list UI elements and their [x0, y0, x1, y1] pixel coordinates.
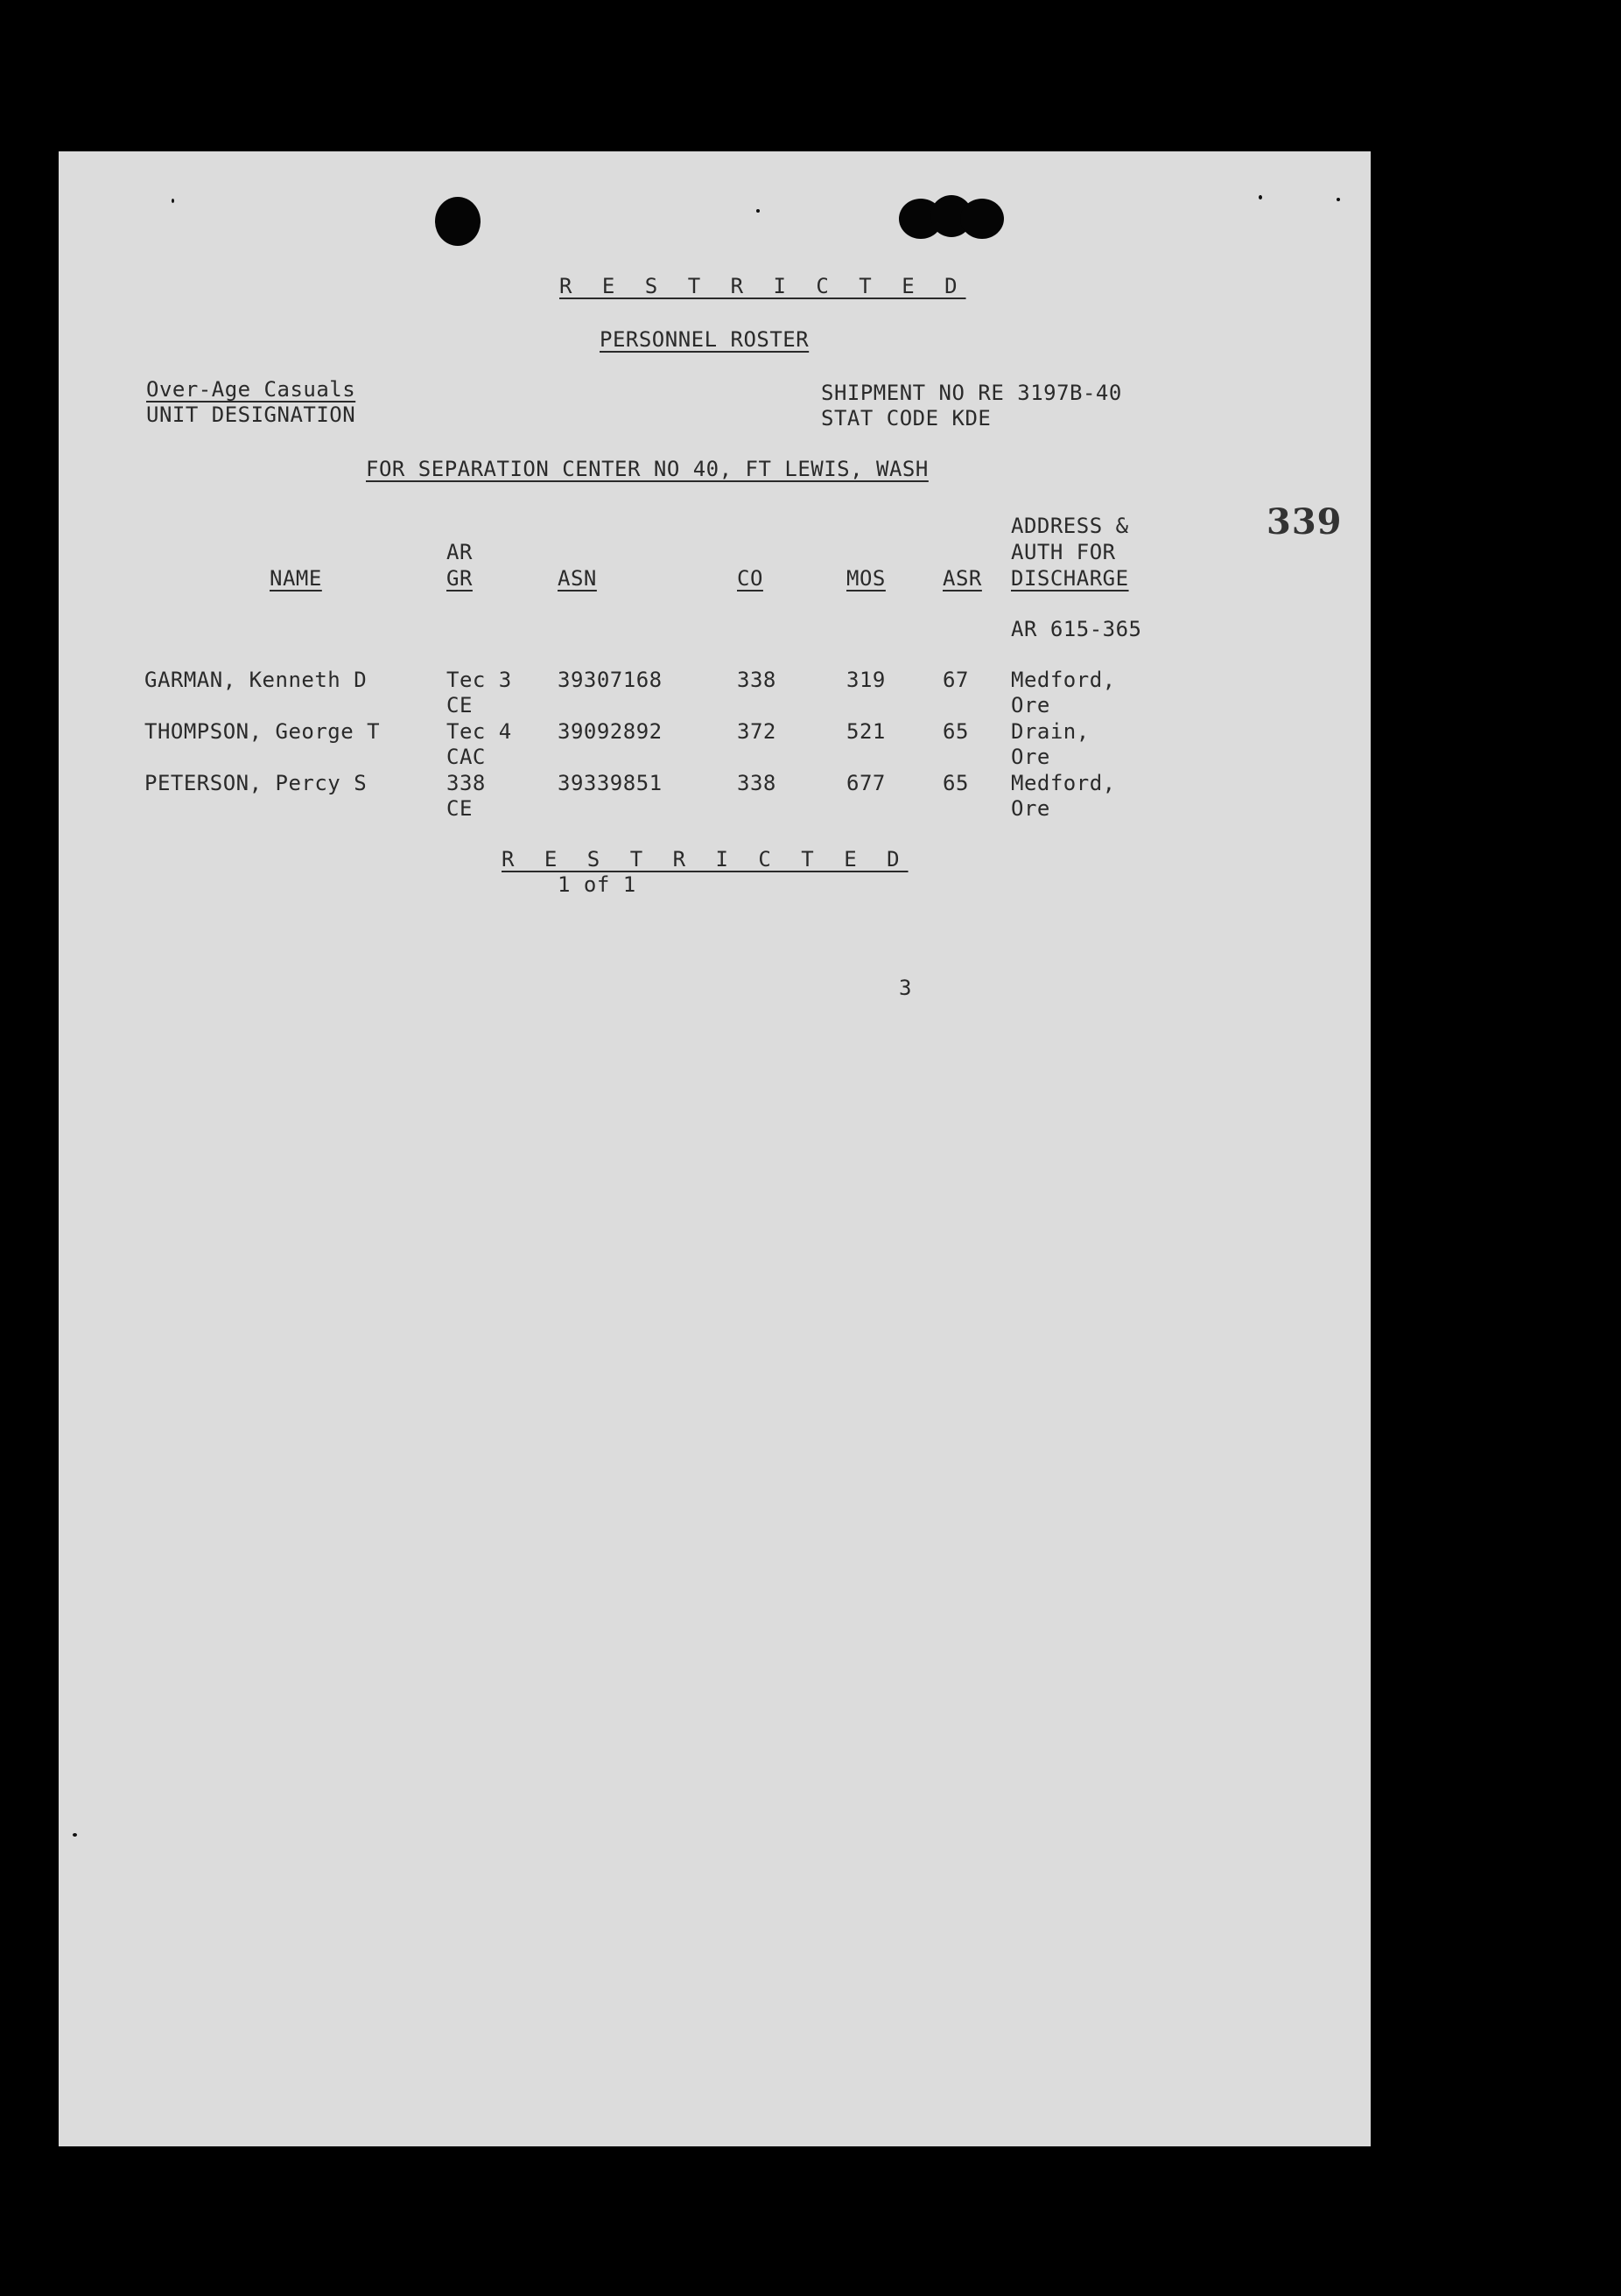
row-2-name: THOMPSON, George T: [144, 719, 381, 744]
col-gr-top: AR: [446, 540, 473, 564]
punch-hole-left: [435, 197, 481, 246]
unit-name: Over-Age Casuals: [146, 377, 356, 402]
stat-code: STAT CODE KDE: [821, 406, 992, 430]
row-3-grade: 338: [446, 771, 486, 795]
row-2-mos: 521: [846, 719, 886, 744]
row-3-mos: 677: [846, 771, 886, 795]
col-asr: ASR: [943, 566, 982, 591]
discharge-authority: AR 615-365: [1011, 617, 1142, 641]
document-page: [59, 151, 1371, 2146]
row-1-asr: 67: [943, 668, 969, 692]
row-3-co: 338: [737, 771, 776, 795]
row-1-address-state: Ore: [1011, 693, 1050, 718]
col-address-1: ADDRESS &: [1011, 514, 1129, 538]
row-2-asr: 65: [943, 719, 969, 744]
col-mos: MOS: [846, 566, 886, 591]
page-of: 1 of 1: [558, 872, 636, 897]
col-address-2: AUTH FOR: [1011, 540, 1116, 564]
speck: [73, 1833, 77, 1837]
restricted-footer: R E S T R I C T E D: [502, 847, 909, 872]
destination: FOR SEPARATION CENTER NO 40, FT LEWIS, WASH: [366, 457, 929, 481]
row-1-branch: CE: [446, 693, 473, 718]
row-3-asn: 39339851: [558, 771, 663, 795]
row-1-mos: 319: [846, 668, 886, 692]
unit-designation-label: UNIT DESIGNATION: [146, 402, 356, 427]
row-1-asn: 39307168: [558, 668, 663, 692]
restricted-header: R E S T R I C T E D: [559, 274, 966, 298]
row-2-grade: Tec 4: [446, 719, 512, 744]
speck: [1259, 195, 1262, 200]
row-1-grade: Tec 3: [446, 668, 512, 692]
row-3-address-state: Ore: [1011, 796, 1050, 821]
speck: [756, 209, 760, 213]
row-2-asn: 39092892: [558, 719, 663, 744]
row-1-address-city: Medford,: [1011, 668, 1116, 692]
row-2-branch: CAC: [446, 745, 486, 769]
page-number: 3: [899, 976, 912, 1000]
col-asn: ASN: [558, 566, 597, 591]
col-gr: GR: [446, 566, 473, 591]
row-3-branch: CE: [446, 796, 473, 821]
row-2-address-city: Drain,: [1011, 719, 1090, 744]
punch-hole-right-c: [960, 199, 1004, 239]
col-address-3: DISCHARGE: [1011, 566, 1129, 591]
row-3-asr: 65: [943, 771, 969, 795]
col-co: CO: [737, 566, 763, 591]
speck: [172, 199, 174, 203]
row-3-address-city: Medford,: [1011, 771, 1116, 795]
row-2-co: 372: [737, 719, 776, 744]
roster-title: PERSONNEL ROSTER: [600, 327, 810, 352]
col-name: NAME: [270, 566, 322, 591]
speck: [1337, 198, 1340, 201]
stamped-number: 339: [1267, 501, 1343, 542]
row-1-name: GARMAN, Kenneth D: [144, 668, 368, 692]
row-1-co: 338: [737, 668, 776, 692]
row-3-name: PETERSON, Percy S: [144, 771, 368, 795]
shipment-number: SHIPMENT NO RE 3197B-40: [821, 381, 1122, 405]
row-2-address-state: Ore: [1011, 745, 1050, 769]
